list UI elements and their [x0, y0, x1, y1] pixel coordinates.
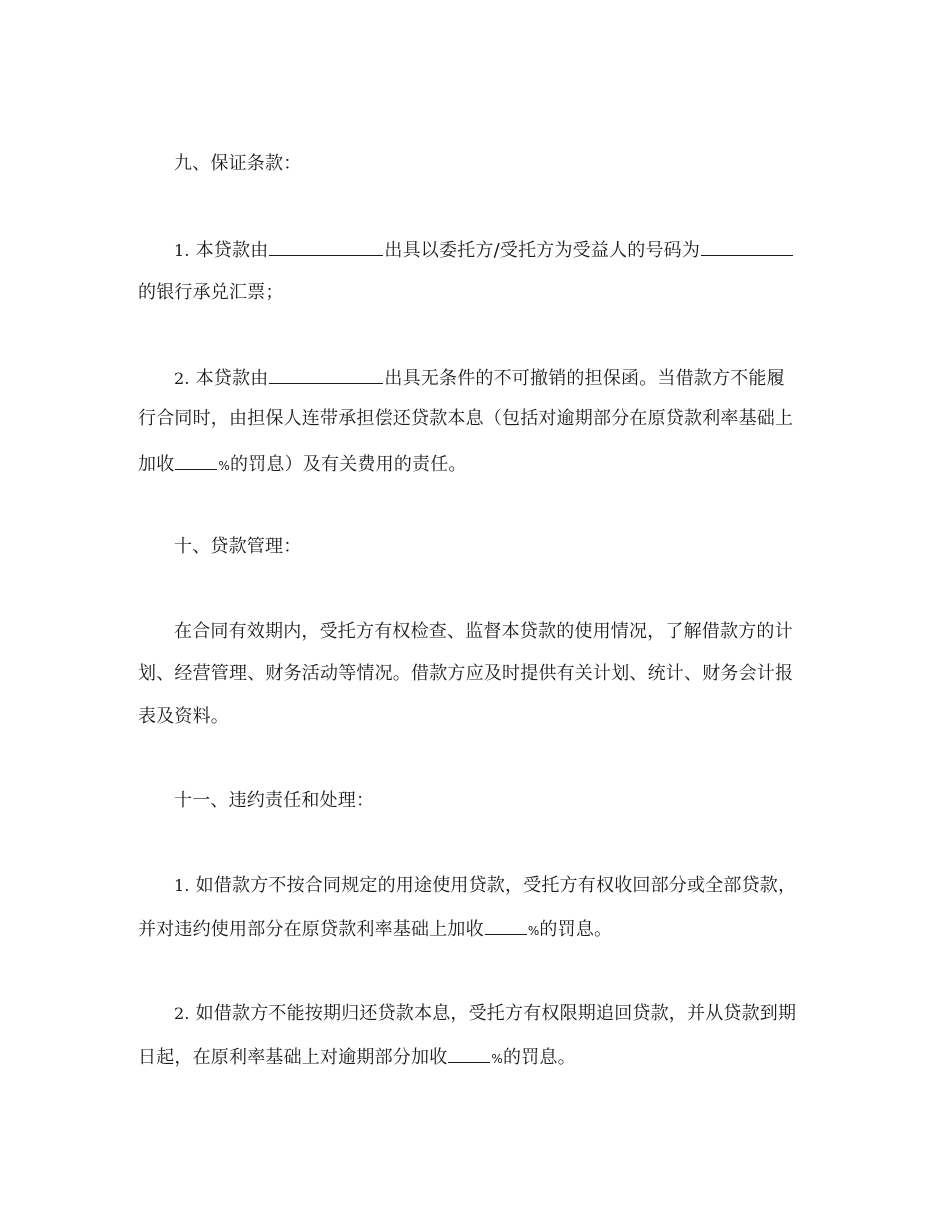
clause-text: 本贷款由 [195, 240, 269, 261]
clause-9-2-line-3 [138, 451, 808, 478]
clause-number: 1. [174, 241, 190, 260]
clause-text: 出具以委托方/受托方为受益人的号码为 [384, 240, 701, 261]
clause-text: 的银行承兑汇票； [138, 282, 284, 303]
clause-text: 如借款方不按合同规定的用途使用贷款，受托方有权收回部分或全部贷款， [195, 875, 797, 896]
section-heading-11 [174, 789, 844, 813]
clause-11-2-line-2 [138, 1044, 808, 1071]
clause-number: 2. [174, 369, 190, 388]
clause-text: 加收 [138, 454, 175, 475]
clause-11-2-line-1 [174, 1002, 844, 1026]
paragraph-10-line-1 [174, 620, 844, 644]
clause-text: 本贷款由 [195, 368, 269, 389]
clause-text: 如借款方不能按期归还贷款本息，受托方有权限期追回贷款，并从贷款到期 [195, 1003, 797, 1024]
fill-in-blank [701, 237, 793, 256]
clause-number: 2. [174, 1004, 190, 1023]
paragraph-text: 划、经营管理、财务活动等情况。借款方应及时提供有关计划、统计、财务会计报 [138, 663, 794, 684]
clause-number: 1. [174, 876, 190, 895]
clause-9-2-line-2 [138, 407, 808, 431]
section-heading-10 [174, 535, 844, 559]
percent-sign: % [491, 1052, 504, 1066]
clause-9-1-line-1 [174, 237, 844, 263]
clause-text: 的罚息。 [503, 1047, 576, 1068]
percent-sign: % [218, 459, 231, 473]
clause-text: 日起，在原利率基础上对逾期部分加收 [138, 1047, 448, 1068]
clause-9-1-line-2 [138, 281, 808, 305]
clause-text: 并对违约使用部分在原贷款利率基础上加收 [138, 919, 484, 940]
section-heading-9 [174, 152, 844, 176]
fill-in-blank [448, 1044, 490, 1063]
fill-in-blank [269, 365, 383, 384]
paragraph-text: 在合同有效期内，受托方有权检查、监督本贷款的使用情况，了解借款方的计 [174, 621, 793, 642]
fill-in-blank [175, 451, 217, 470]
clause-11-1-line-1 [174, 874, 844, 898]
clause-9-2-line-1 [174, 365, 844, 391]
paragraph-10-line-2 [138, 662, 808, 686]
percent-sign: % [527, 924, 540, 938]
fill-in-blank [269, 237, 383, 256]
paragraph-10-line-3 [138, 705, 808, 729]
clause-text: 行合同时，由担保人连带承担偿还贷款本息（包括对逾期部分在原贷款利率基础上 [138, 408, 794, 429]
heading-text: 十一、违约责任和处理： [174, 790, 375, 811]
fill-in-blank [485, 916, 527, 935]
paragraph-text: 表及资料。 [138, 706, 229, 727]
clause-text: 出具无条件的不可撤销的担保函。当借款方不能履 [384, 368, 785, 389]
clause-text: 的罚息）及有关费用的责任。 [230, 454, 467, 475]
clause-11-1-line-2 [138, 916, 808, 943]
heading-text: 十、贷款管理： [174, 536, 302, 557]
clause-text: 的罚息。 [539, 919, 613, 940]
heading-text: 九、保证条款： [174, 153, 302, 174]
